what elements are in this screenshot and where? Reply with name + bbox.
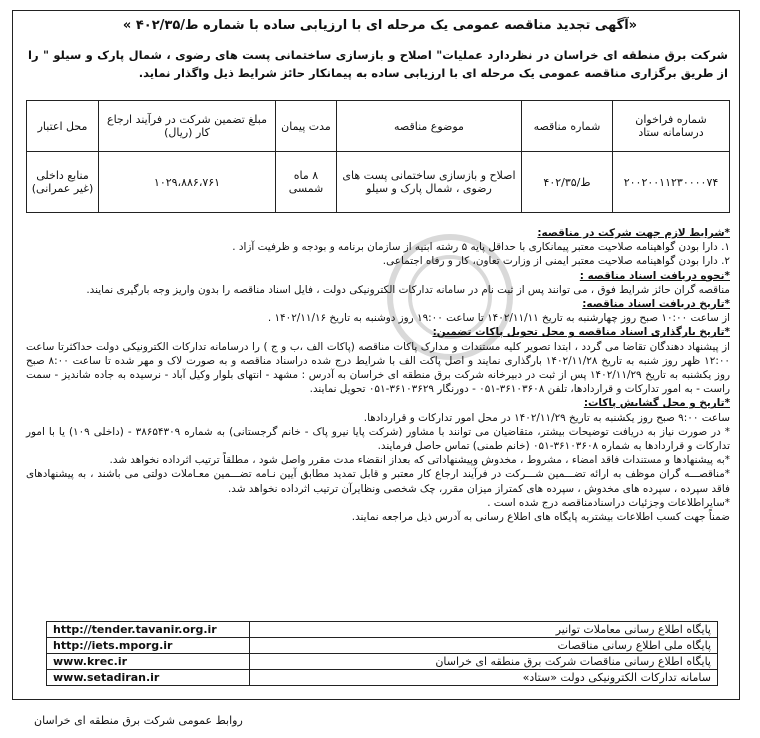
body-paragraph: از پیشنهاد دهندگان تقاضا می گردد ، ابتدا تصویر کلیه مستندات و مدارک پاکات مناقصه (پاکات الف ،ب و ج ) را درسامانه تدارکات الکترونیکی دولت حداکثرتا ساعت ۱۲:۰۰ ظهر روز شنبه به تاریخ ۱۴۰۲/۱۱/۲۸ بارگذاری نمایند و اصل پاکت الف با شرایط درج شده دراسناد مناقصه و به صورت لاک و مهر شده تا ساعت ۸:۰۰ صبح روز یکشنبه به تاریخ ۱۴۰۲/۱۱/۲۹ پس از ثبت در دبیرخانه شرکت برق منطقه ای خراسان به آدرس : مشهد - انتهای بلوار وکیل آباد - نرسیده به جاده شاندیز - سمت راست - به امور تدارکات و قراردادها، تلفن ۳۶۱۰۳۶۰۸-۰۵۱ - دورنگار ۳۶۱۰۳۶۲۹-۰۵۱ تحویل نمایند. bbox=[26, 340, 730, 396]
notice-intro: شرکت برق منطقه ای خراسان در نظردارد عملیات" اصلاح و بازسازی ساختمانی پست های رضوی ، شمال پارک و سیلو " را از طریق برگزاری مناقصه عمومی یک مرحله ای با ارزیابی ساده به پیمانکار حائز شرایط ذیل واگذار نماید. bbox=[28, 48, 728, 80]
cell-call-number: ۲۰۰۲۰۰۱۱۲۳۰۰۰۰۷۴ bbox=[613, 152, 730, 213]
link-url[interactable]: http://iets.mporg.ir bbox=[47, 638, 250, 654]
link-label: سامانه تدارکات الکترونیکی دولت «ستاد» bbox=[250, 670, 718, 686]
body-paragraph: مناقصه گران حائز شرایط فوق ، می توانند پس از ثبت نام در سامانه تدارکات الکترونیکی دولت ، فایل اسناد مناقصه را بدون واریز وجه بارگیری نمایند. bbox=[86, 283, 730, 296]
public-relations-signature: روابط عمومی شرکت برق منطقه ای خراسان bbox=[34, 714, 243, 727]
col-guarantee: مبلغ تضمین شرکت در فرآیند ارجاع کار (ریال) bbox=[99, 101, 276, 152]
link-url[interactable]: http://tender.tavanir.org.ir bbox=[47, 622, 250, 638]
section-heading: *تاریخ و محل گشایش پاکات: bbox=[583, 397, 730, 410]
col-tender-number: شماره مناقصه bbox=[522, 101, 613, 152]
body-paragraph: *سایراطلاعات وجزئیات دراسنادمناقصه درج شده است . bbox=[487, 496, 730, 509]
info-links-table bbox=[46, 621, 718, 686]
cell-tender-number: ط/۴۰۲/۳۵ bbox=[522, 152, 613, 213]
cell-funding: منابع داخلی (غیر عمرانی) bbox=[27, 152, 99, 213]
section-heading: *تاریخ دریافت اسناد مناقصه: bbox=[582, 298, 730, 311]
body-paragraph: * در صورت نیاز به دریافت توضیحات بیشتر، متقاضیان می توانند با مشاور (شرکت پایا نیرو پاک - خانم گرجستانی) به شماره ۳۸۶۵۴۳۰۹ - (داخلی ۱۰۹) یا با امور تدارکات و قراردادها به شماره ۳۶۱۰۳۶۰۸-۰۵۱ (خانم طمنی) تماس حاصل فرمایند. bbox=[26, 425, 730, 453]
cell-guarantee: ۱۰۲۹،۸۸۶،۷۶۱ bbox=[99, 152, 276, 213]
link-label: پایگاه اطلاع رسانی مناقصات شرکت برق منطقه ای خراسان bbox=[250, 654, 718, 670]
table-row bbox=[27, 152, 730, 213]
section-heading: *شرایط لازم جهت شرکت در مناقصه: bbox=[537, 227, 730, 239]
body-paragraph: ساعت ۹:۰۰ صبح روز یکشنبه به تاریخ ۱۴۰۲/۱۱/۲۹ در محل امور تدارکات و قراردادها. bbox=[363, 411, 730, 424]
body-paragraph: *به پیشنهادها و مستندات فاقد امضاء ، مشروط ، مخدوش وپیشنهاداتی که بعداز انقضاء مدت مقرر واصل شود ، مطلقاً ترتیب اثرداده نخواهد شد. bbox=[109, 454, 730, 467]
link-url[interactable]: www.krec.ir bbox=[47, 654, 250, 670]
link-row bbox=[47, 654, 718, 670]
body-paragraph: ضمناً جهت کسب اطلاعات بیشتربه پایگاه های اطلاع رسانی به آدرس ذیل مراجعه نمایند. bbox=[351, 511, 730, 524]
notice-body bbox=[26, 226, 730, 524]
link-row bbox=[47, 670, 718, 686]
link-row bbox=[47, 638, 718, 654]
body-paragraph: از ساعت ۱۰:۰۰ صبح روز چهارشنبه به تاریخ ۱۴۰۲/۱۱/۱۱ تا ساعت ۱۹:۰۰ روز دوشنبه به تاریخ ۱۴۰۲/۱۱/۱۶ . bbox=[267, 312, 730, 325]
section-heading: *تاریخ بارگذاری اسناد مناقصه و محل تحویل پاکات تضمین: bbox=[432, 326, 730, 339]
col-call-number: شماره فراخوان درسامانه ستاد bbox=[613, 101, 730, 152]
col-funding: محل اعتبار bbox=[27, 101, 99, 152]
link-label: پایگاه اطلاع رسانی معاملات توانیر bbox=[250, 622, 718, 638]
col-duration: مدت پیمان bbox=[276, 101, 337, 152]
body-paragraph: ۲. دارا بودن گواهینامه صلاحیت معتبر ایمنی از وزارت تعاون، کار و رفاه اجتماعی. bbox=[382, 255, 730, 268]
cell-subject: اصلاح و بازسازی ساختمانی پست های رضوی ، شمال پارک و سیلو bbox=[337, 152, 522, 213]
body-paragraph: *مناقصـــه گران موظف به ارائه تضـــمین شـــرکت در فرآیند ارجاع کار معتبر و قابل تمدید مطابق آیین نـامه تضـــمین معـاملات دولتی می باشند ، به پیشنهادهای فاقد سپرده ، سپرده های مخدوش ، سپرده های کمتراز میزان مقرر، چک شخصی ونظایرآن ترتیب اثرداده نخواهد شد. bbox=[26, 468, 730, 495]
table-header-row bbox=[27, 101, 730, 152]
notice-title: «آگهی تجدید مناقصه عمومی یک مرحله ای با ارزیابی ساده با شماره ط/۴۰۲/۳۵ » bbox=[122, 18, 638, 33]
link-row bbox=[47, 622, 718, 638]
col-subject: موضوع مناقصه bbox=[337, 101, 522, 152]
section-heading: *نحوه دریافت اسناد مناقصه : bbox=[579, 269, 730, 282]
link-url[interactable]: www.setadiran.ir bbox=[47, 670, 250, 686]
cell-duration: ۸ ماه شمسی bbox=[276, 152, 337, 213]
link-label: پایگاه ملی اطلاع رسانی مناقصات bbox=[250, 638, 718, 654]
body-paragraph: ۱. دارا بودن گواهینامه صلاحیت معتبر پیمانکاری با حداقل پایه ۵ رشته ابنیه از سازمان برنامه و بودجه و ظرفیت آزاد . bbox=[232, 241, 730, 254]
tender-info-table bbox=[26, 100, 730, 213]
